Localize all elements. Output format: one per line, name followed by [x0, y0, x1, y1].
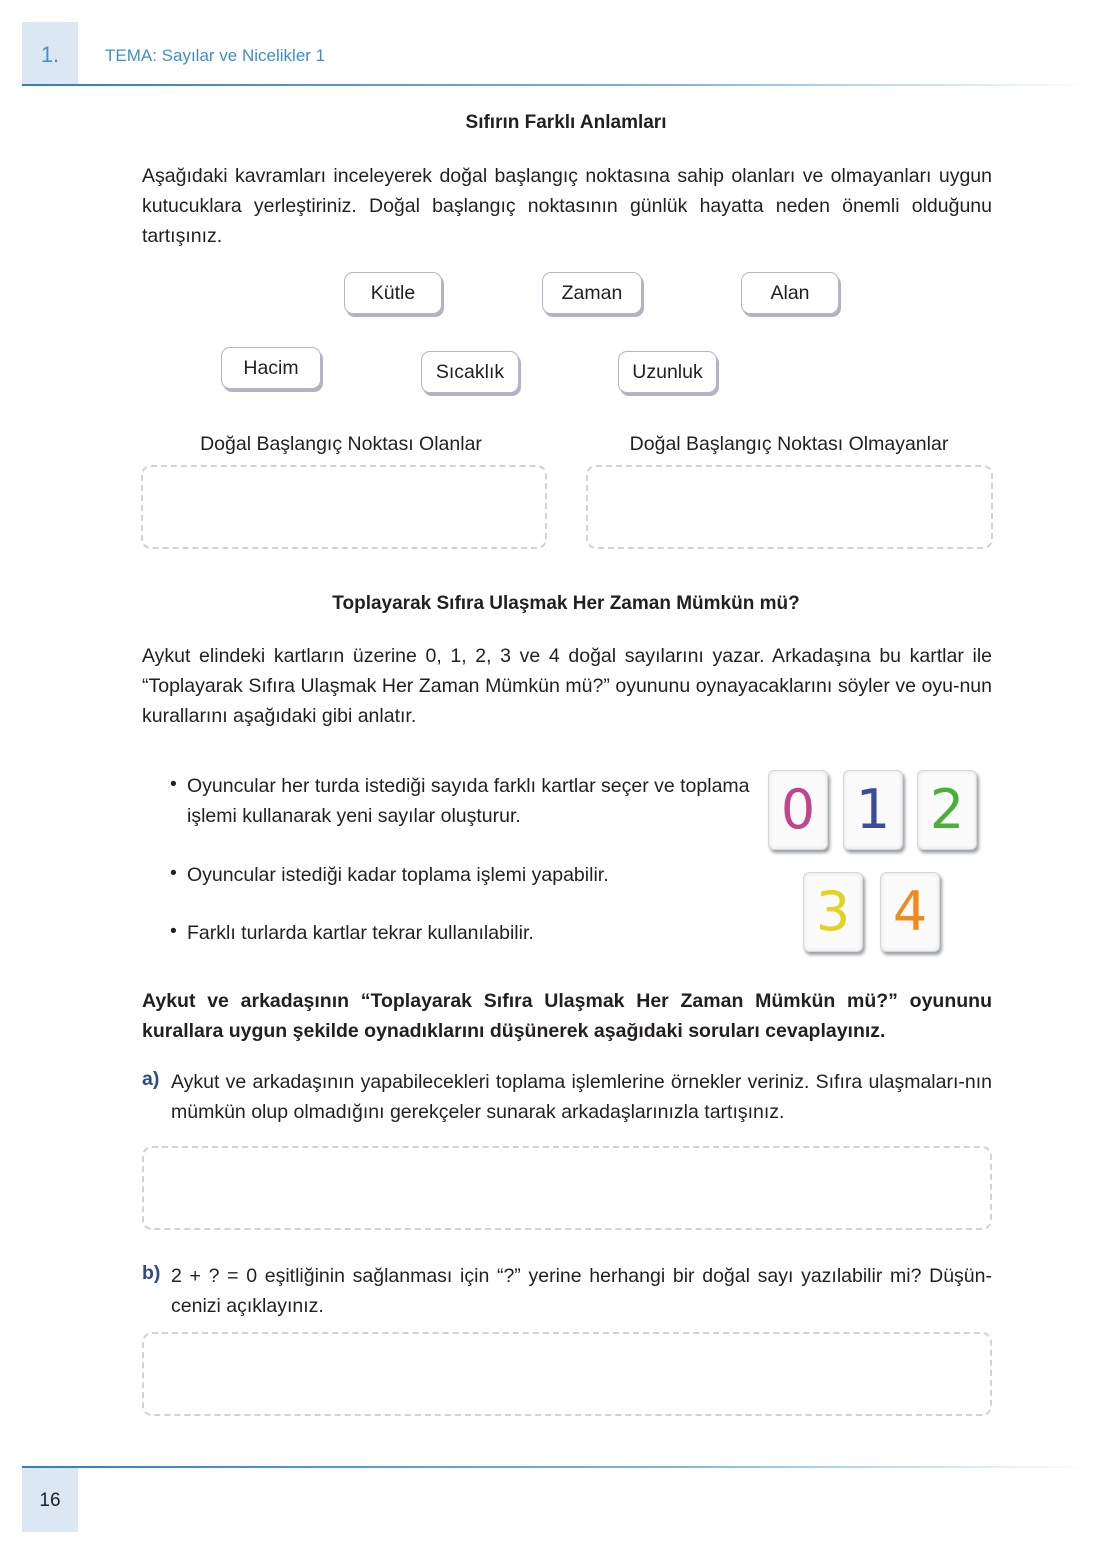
answer-box-b[interactable] [142, 1332, 992, 1416]
question-a-letter: a) [142, 1068, 160, 1090]
concept-card-uzunluk[interactable]: Uzunluk [618, 351, 717, 393]
concept-card-zaman[interactable]: Zaman [542, 272, 642, 314]
page-number: 16 [39, 1490, 61, 1511]
question-b-text: 2 + ? = 0 eşitliğinin sağlanması için “?” yerine herhangi bir doğal sayı yazılabilir mi? Düşün-cenizi açıklayınız. [171, 1265, 992, 1317]
label-no-natural-start: Doğal Başlangıç Noktası Olmayanlar [629, 433, 949, 455]
chapter-number: 1. [40, 42, 60, 67]
dropzone-no-natural-start[interactable] [586, 465, 993, 549]
footer-divider [22, 1466, 1092, 1468]
rule-item-2: Oyuncular istediği kadar toplama işlemi yapabilir. [187, 864, 609, 886]
concept-card-alan[interactable]: Alan [741, 272, 839, 314]
label-has-natural-start: Doğal Başlangıç Noktası Olanlar [200, 433, 482, 455]
section1-paragraph: Aşağıdaki kavramları inceleyerek doğal başlangıç noktasına sahip olanları ve olmayanları uygun kutucuklara yerleştiriniz. Doğal başlangıç noktasının günlük hayatta neden önemli olduğunu tartışınız. [142, 165, 992, 247]
instruction-paragraph: Aykut ve arkadaşının “Toplayarak Sıfıra Ulaşmak Her Zaman Mümkün mü?” oyununu kurallara uygun şekilde oynadıklarını düşünerek aşağıdaki soruları cevaplayınız. [142, 990, 992, 1042]
bullet-dot: • [170, 920, 177, 942]
concept-card-kutle[interactable]: Kütle [344, 272, 442, 314]
concept-card-hacim[interactable]: Hacim [221, 347, 321, 389]
header-divider [22, 84, 1092, 86]
number-card-4: 4 [880, 872, 940, 952]
section-title-zero-meanings: Sıfırın Farklı Anlamları [465, 112, 667, 133]
bullet-dot: • [170, 862, 177, 884]
number-card-2: 2 [917, 770, 977, 850]
theme-title: TEMA: Sayılar ve Nicelikler 1 [105, 46, 326, 65]
dropzone-has-natural-start[interactable] [141, 465, 547, 549]
answer-box-a[interactable] [142, 1146, 992, 1230]
rule-item-1: Oyuncular her turda istediği sayıda farklı kartlar seçer ve toplama işlemi kullanarak yeni sayılar oluşturur. [187, 775, 750, 827]
question-b-letter: b) [142, 1262, 161, 1284]
number-card-1: 1 [843, 770, 903, 850]
section2-paragraph: Aykut elindeki kartların üzerine 0, 1, 2, 3 ve 4 doğal sayılarını yazar. Arkadaşına bu kartlar ile “Toplayarak Sıfıra Ulaşmak Her Zaman Mümkün mü?” oyununu oynayacaklarını söyler ve oyu-nun kurallarını aşağıdaki gibi anlatır. [142, 645, 992, 727]
rule-item-3: Farklı turlarda kartlar tekrar kullanılabilir. [187, 922, 534, 944]
concept-card-sicaklik[interactable]: Sıcaklık [421, 351, 519, 393]
section-title-reach-zero: Toplayarak Sıfıra Ulaşmak Her Zaman Mümkün mü? [332, 593, 800, 614]
number-card-0: 0 [768, 770, 828, 850]
bullet-dot: • [170, 773, 177, 795]
number-card-3: 3 [803, 872, 863, 952]
question-a-text: Aykut ve arkadaşının yapabilecekleri toplama işlemlerine örnekler veriniz. Sıfıra ulaşmaları-nın mümkün olup olmadığını gerekçeler sunarak arkadaşlarınızla tartışınız. [171, 1071, 992, 1123]
